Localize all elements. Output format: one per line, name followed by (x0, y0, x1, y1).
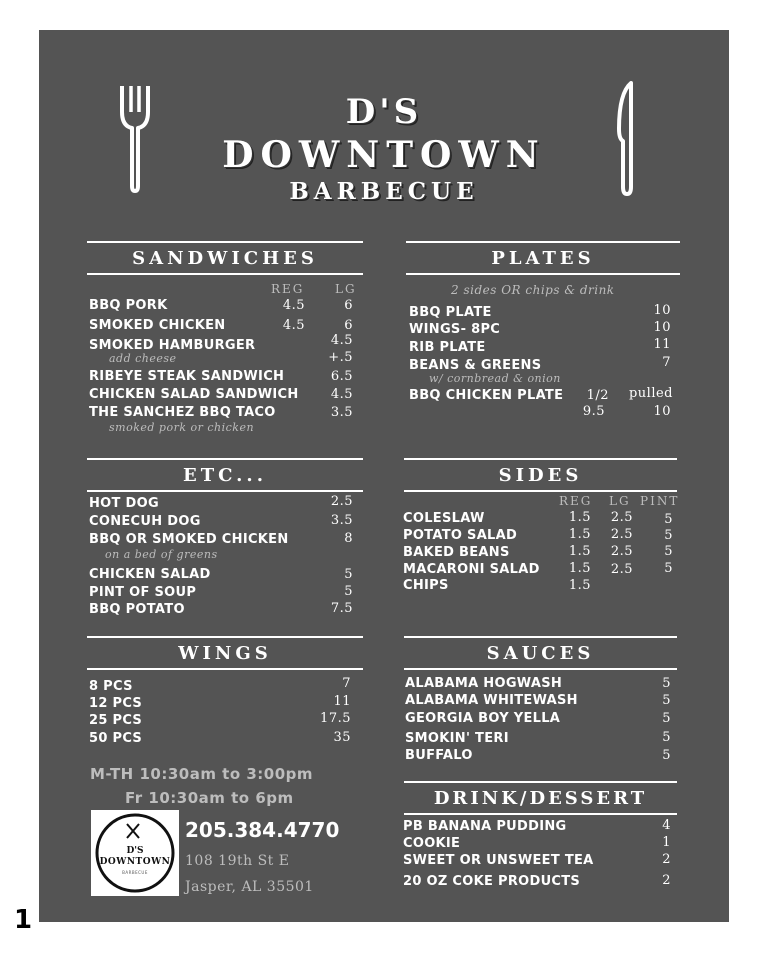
menu-item: SMOKIN' TERI (405, 731, 509, 746)
hours-friday: Fr 10:30am to 6pm (125, 789, 294, 807)
price: 1 (662, 835, 671, 850)
item-note: on a bed of greens (105, 548, 218, 561)
phone-number[interactable]: 205.384.4770 (185, 818, 340, 842)
price-addon: +.5 (328, 350, 353, 365)
price-lg: 2.5 (610, 527, 633, 542)
price-lg: 4.5 (330, 387, 353, 402)
price: 2.5 (330, 494, 353, 509)
plates-heading: PLATES (406, 241, 680, 275)
price: 8 (344, 531, 353, 546)
menu-item: BBQ OR SMOKED CHICKEN (89, 532, 289, 547)
plates-subtitle: 2 sides OR chips & drink (451, 283, 615, 297)
menu-item: SWEET OR UNSWEET TEA (403, 853, 594, 868)
menu-item: GEORGIA BOY YELLA (405, 711, 561, 726)
price-reg: 1.5 (568, 544, 591, 559)
menu-item: SMOKED HAMBURGER (89, 338, 256, 353)
page-number: 1 (14, 905, 33, 935)
price: 10 (653, 303, 671, 318)
price-pint: 5 (664, 528, 673, 543)
menu-item: SMOKED CHICKEN (89, 318, 226, 333)
price-reg: 1.5 (568, 527, 591, 542)
menu-item: PINT OF SOUP (89, 585, 197, 600)
item-note: smoked pork or chicken (109, 421, 255, 434)
price: 4 (662, 818, 671, 833)
price-lg: 3.5 (330, 405, 353, 420)
menu-item: MACARONI SALAD (403, 562, 540, 577)
price-reg: 4.5 (282, 318, 305, 333)
price: 7 (342, 676, 351, 691)
menu-board (39, 30, 729, 922)
price: 5 (662, 693, 671, 708)
price: 3.5 (330, 513, 353, 528)
price-reg: 1.5 (568, 578, 591, 593)
chicken-pulled-price: 10 (653, 404, 671, 419)
logo (91, 810, 179, 896)
menu-item: POTATO SALAD (403, 528, 518, 543)
price: 7.5 (330, 601, 353, 616)
sides-heading: SIDES (404, 458, 677, 492)
price-lg: 2.5 (610, 562, 633, 577)
price: 17.5 (320, 711, 351, 726)
price-reg: 1.5 (568, 510, 591, 525)
price-lg: 2.5 (610, 510, 633, 525)
menu-item: CHICKEN SALAD (89, 567, 211, 582)
wings-heading: WINGS (87, 636, 363, 670)
menu-item: HOT DOG (89, 496, 159, 511)
price: 5 (662, 676, 671, 691)
price-reg: 4.5 (282, 298, 305, 313)
sandwiches-col-reg: REG (271, 282, 305, 296)
sides-col-reg: REG (559, 494, 593, 508)
menu-item: BBQ POTATO (89, 602, 185, 617)
menu-item: ALABAMA HOGWASH (405, 676, 563, 691)
address-street: 108 19th St E (185, 853, 290, 869)
menu-item: BUFFALO (405, 748, 473, 763)
title-line2: DOWNTOWN (222, 134, 546, 176)
hours-weekday: M-TH 10:30am to 3:00pm (90, 765, 314, 783)
menu-item: ALABAMA WHITEWASH (405, 693, 578, 708)
logo-line2: DOWNTOWN (99, 857, 171, 867)
price-pint: 5 (664, 544, 673, 559)
item-note: w/ cornbread & onion (429, 372, 561, 385)
price: 10 (653, 320, 671, 335)
drinks-heading: DRINK/DESSERT (404, 781, 677, 815)
menu-item: THE SANCHEZ BBQ TACO (89, 405, 276, 420)
menu-item: 12 PCS (89, 696, 143, 711)
price: 5 (662, 730, 671, 745)
price-lg: 6 (344, 318, 353, 333)
etc-heading: ETC... (87, 458, 363, 492)
menu-item: BBQ PORK (89, 298, 168, 313)
chicken-half-label: 1/2 (586, 388, 609, 403)
menu-item: COLESLAW (403, 511, 485, 526)
price: 2 (662, 852, 671, 867)
price-lg: 6.5 (330, 369, 353, 384)
menu-item: BBQ PLATE (409, 305, 492, 320)
price-lg: 4.5 (330, 333, 353, 348)
address-city: Jasper, AL 35501 (185, 879, 314, 895)
menu-item: CHIPS (403, 578, 449, 593)
menu-item: 25 PCS (89, 713, 143, 728)
price: 5 (662, 711, 671, 726)
price: 7 (662, 355, 671, 370)
menu-item: RIBEYE STEAK SANDWICH (89, 369, 285, 384)
title-line3: BARBECUE (289, 178, 479, 205)
menu-item: BBQ CHICKEN PLATE (409, 388, 564, 403)
title-line1: D'S (345, 92, 423, 132)
logo-line1: D'S (126, 846, 144, 856)
menu-item: PB BANANA PUDDING (403, 819, 567, 834)
price-pint: 5 (664, 561, 673, 576)
menu-item: 50 PCS (89, 731, 143, 746)
price: 5 (344, 567, 353, 582)
price-lg: 6 (344, 298, 353, 313)
item-note: add cheese (109, 352, 177, 365)
menu-item: BEANS & GREENS (409, 358, 542, 373)
menu-item: RIB PLATE (409, 340, 486, 355)
price-pint: 5 (664, 512, 673, 527)
price: 11 (653, 337, 671, 352)
menu-item: 20 OZ COKE PRODUCTS (403, 874, 581, 889)
price-lg: 2.5 (610, 544, 633, 559)
sandwiches-col-lg: LG (335, 282, 357, 296)
price: 5 (344, 584, 353, 599)
sandwiches-heading: SANDWICHES (87, 241, 363, 275)
menu-item: BAKED BEANS (403, 545, 510, 560)
menu-item: COOKIE (403, 836, 461, 851)
menu-item: 8 PCS (89, 679, 133, 694)
chicken-half-price: 9.5 (582, 404, 605, 419)
sauces-heading: SAUCES (404, 636, 677, 670)
logo-line3: BARBECUE (122, 870, 148, 875)
price: 2 (662, 873, 671, 888)
chicken-pulled-label: pulled (628, 386, 673, 401)
price: 11 (333, 694, 351, 709)
menu-item: WINGS- 8PC (409, 322, 501, 337)
sides-col-pint: PINT (640, 494, 680, 508)
price-reg: 1.5 (568, 561, 591, 576)
sides-col-lg: LG (609, 494, 631, 508)
price: 5 (662, 748, 671, 763)
menu-item: CHICKEN SALAD SANDWICH (89, 387, 299, 402)
price: 35 (333, 730, 351, 745)
menu-item: CONECUH DOG (89, 514, 201, 529)
